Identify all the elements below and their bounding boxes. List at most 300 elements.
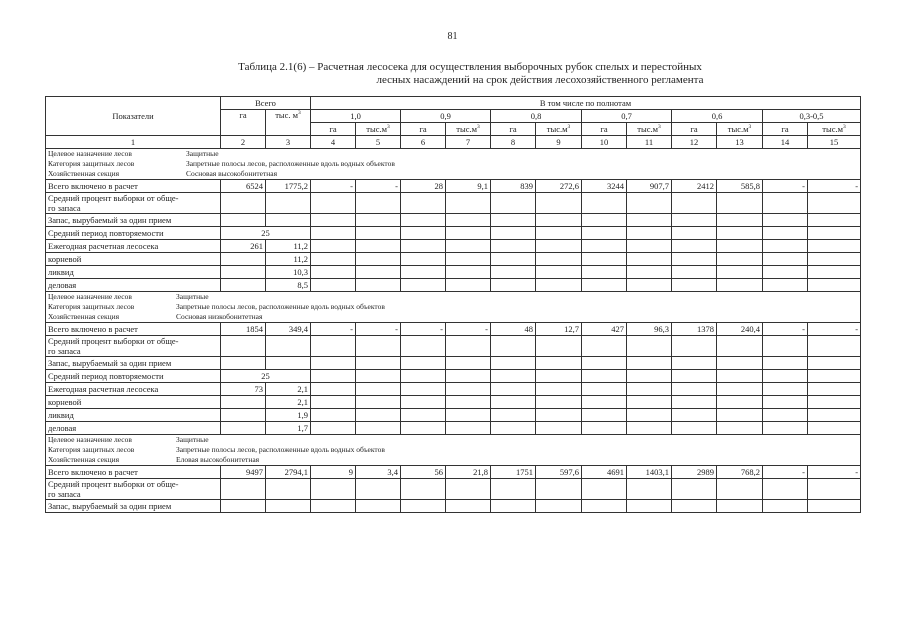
table-cell: -: [356, 323, 401, 336]
table-cell: 1854: [221, 323, 266, 336]
table-cell: [221, 266, 266, 279]
column-number: 2: [221, 136, 266, 149]
table-cell: -: [446, 323, 491, 336]
table-cell: [401, 240, 446, 253]
table-cell: [356, 279, 401, 292]
table-cell: [536, 279, 582, 292]
table-cell: [672, 479, 717, 500]
info-value: Сосновая высокобонитетная: [186, 169, 278, 178]
table-cell: 1,7: [266, 422, 311, 435]
table-cell: -: [311, 323, 356, 336]
table-cell: [221, 253, 266, 266]
table-cell: [808, 370, 861, 383]
table-cell: [446, 396, 491, 409]
info-value: Запретные полосы лесов, расположенные вдоль водных объектов: [186, 159, 395, 168]
table-cell: 9: [311, 466, 356, 479]
table-cell: [536, 253, 582, 266]
unit-text: тыс.м: [546, 124, 568, 134]
table-cell: [491, 396, 536, 409]
table-cell: [311, 279, 356, 292]
table-cell: 3244: [582, 180, 627, 193]
table-cell: [808, 253, 861, 266]
info-value: Защитные: [176, 435, 209, 444]
table-cell: [536, 266, 582, 279]
table-cell: [582, 279, 627, 292]
row-label: Всего включено в расчет: [46, 323, 221, 336]
table-cell: [491, 357, 536, 370]
table-cell: 9497: [221, 466, 266, 479]
table-cell: [446, 383, 491, 396]
column-number: 3: [266, 136, 311, 149]
column-number: 1: [46, 136, 221, 149]
table-cell: [401, 336, 446, 357]
table-cell: [717, 409, 763, 422]
table-cell: [221, 396, 266, 409]
table-cell: [311, 227, 356, 240]
table-row: [46, 336, 861, 357]
info-value: Еловая высокобонитетная: [176, 455, 260, 464]
header-unit-thous-m3: [627, 123, 672, 136]
table-cell: [717, 370, 763, 383]
table-cell: [808, 214, 861, 227]
table-cell: [536, 383, 582, 396]
table-cell: [627, 409, 672, 422]
table-cell: [356, 396, 401, 409]
table-cell: [763, 500, 808, 513]
table-cell: [356, 422, 401, 435]
info-value: Сосновая низкобонитетная: [176, 312, 263, 321]
table-row: [46, 500, 861, 513]
table-cell: [536, 357, 582, 370]
table-cell: [763, 422, 808, 435]
table-cell: [221, 214, 266, 227]
table-cell: 597,6: [536, 466, 582, 479]
table-cell: [717, 479, 763, 500]
table-cell: [356, 336, 401, 357]
info-line: [48, 455, 858, 465]
row-label: деловая: [46, 279, 221, 292]
row-label: Ежегодная расчетная лесосека: [46, 240, 221, 253]
table-cell: [536, 336, 582, 357]
table-cell: 1378: [672, 323, 717, 336]
row-label: деловая: [46, 422, 221, 435]
header-by-completeness: В том числе по полнотам: [311, 97, 861, 110]
unit-text: тыс.м: [456, 124, 477, 134]
info-line: [48, 292, 858, 302]
table-cell: [763, 479, 808, 500]
row-label: Всего включено в расчет: [46, 180, 221, 193]
table-cell: [763, 336, 808, 357]
table-row: [46, 479, 861, 500]
table-cell: [808, 240, 861, 253]
table-row: [46, 357, 861, 370]
table-cell: 2412: [672, 180, 717, 193]
table-cell: 2,1: [266, 396, 311, 409]
table-cell: [311, 193, 356, 214]
column-number: 6: [401, 136, 446, 149]
unit-sup: 3: [386, 124, 390, 131]
table-row: [46, 370, 861, 383]
info-key: Хозяйственная секция: [48, 455, 120, 464]
table-row: [46, 193, 861, 214]
table-cell: [536, 409, 582, 422]
section-info: [46, 149, 861, 180]
table-cell: [582, 253, 627, 266]
unit-text: тыс.м: [366, 124, 387, 134]
table-cell: [491, 383, 536, 396]
row-label: Средний период повторяемости: [46, 227, 221, 240]
table-cell: [491, 370, 536, 383]
table-cell: [266, 193, 311, 214]
section-info: [46, 292, 861, 323]
table-cell: 10,3: [266, 266, 311, 279]
table-cell: [356, 266, 401, 279]
table-cell: 8,5: [266, 279, 311, 292]
unit-text: тыс.м: [637, 124, 658, 134]
table-cell: [491, 266, 536, 279]
table-cell: [627, 336, 672, 357]
table-cell: [401, 193, 446, 214]
table-cell: [401, 214, 446, 227]
table-cell: 907,7: [627, 180, 672, 193]
column-number: 5: [356, 136, 401, 149]
row-label: Ежегодная расчетная лесосека: [46, 383, 221, 396]
table-cell: [401, 422, 446, 435]
info-value: Запретные полосы лесов, расположенные вдоль водных объектов: [176, 302, 385, 311]
info-line: [48, 312, 858, 322]
table-cell: [536, 193, 582, 214]
table-cell: [446, 479, 491, 500]
section-info-row: [46, 292, 861, 323]
table-cell: [401, 253, 446, 266]
table-cell: 96,3: [627, 323, 672, 336]
table-cell: 2989: [672, 466, 717, 479]
table-cell: [627, 279, 672, 292]
table-cell: 427: [582, 323, 627, 336]
row-label: [46, 479, 221, 500]
header-unit-thous-m3: [808, 123, 861, 136]
table-row: [46, 227, 861, 240]
table-cell: [672, 240, 717, 253]
table-cell: [446, 422, 491, 435]
table-cell: [627, 357, 672, 370]
header-completeness-2: 0,9: [401, 110, 491, 123]
table-cell: [311, 500, 356, 513]
table-cell: 768,2: [717, 466, 763, 479]
header-total-ha: га: [221, 110, 266, 136]
row-label: Средний период повторяемости: [46, 370, 221, 383]
table-cell: [401, 370, 446, 383]
table-cell: [401, 396, 446, 409]
table-cell: [536, 479, 582, 500]
table-row: [46, 466, 861, 479]
section-info: [46, 435, 861, 466]
table-cell: [266, 336, 311, 357]
table-cell: [627, 396, 672, 409]
header-unit-thous-m3: [536, 123, 582, 136]
table-cell: [446, 370, 491, 383]
table-cell: 1403,1: [627, 466, 672, 479]
table-cell: 272,6: [536, 180, 582, 193]
table-row: [46, 253, 861, 266]
info-key: Целевое назначение лесов: [48, 149, 132, 158]
table-row: [46, 396, 861, 409]
table-cell: -: [763, 323, 808, 336]
table-cell: [627, 479, 672, 500]
table-cell: 2,1: [266, 383, 311, 396]
table-cell: [311, 409, 356, 422]
header-unit-ha: га: [582, 123, 627, 136]
table-cell: -: [808, 323, 861, 336]
table-cell: [717, 193, 763, 214]
column-number: 13: [717, 136, 763, 149]
header-completeness-4: 0,7: [582, 110, 672, 123]
table-cell: [763, 396, 808, 409]
table-cell: [221, 279, 266, 292]
header-unit-ha: га: [311, 123, 356, 136]
table-cell: [356, 479, 401, 500]
table-cell: [491, 214, 536, 227]
table-cell: [221, 409, 266, 422]
row-label: Запас, вырубаемый за один прием: [46, 500, 221, 513]
table-cell: -: [763, 180, 808, 193]
table-cell: [672, 422, 717, 435]
column-number: 11: [627, 136, 672, 149]
table-cell: [808, 396, 861, 409]
table-cell: [401, 383, 446, 396]
row-label-line: го запаса: [48, 489, 81, 499]
table-cell: [808, 357, 861, 370]
column-number: 12: [672, 136, 717, 149]
table-cell: [582, 500, 627, 513]
table-cell: [311, 253, 356, 266]
info-line: [48, 435, 858, 445]
table-cell: [311, 214, 356, 227]
table-cell: [356, 383, 401, 396]
table-cell: [536, 370, 582, 383]
table-cell: [446, 266, 491, 279]
table-cell: [672, 370, 717, 383]
table-cell: [672, 266, 717, 279]
table-cell: [356, 193, 401, 214]
table-cell: [491, 422, 536, 435]
table-cell: -: [311, 180, 356, 193]
table-cell: [717, 357, 763, 370]
unit-sup: 3: [567, 124, 571, 131]
table-cell: [763, 240, 808, 253]
table-cell: [627, 240, 672, 253]
section-info-row: [46, 149, 861, 180]
table-cell: [491, 279, 536, 292]
table-row: [46, 323, 861, 336]
table-cell: [582, 214, 627, 227]
table-cell: [808, 266, 861, 279]
table-cell: [672, 357, 717, 370]
table-cell: -: [808, 466, 861, 479]
table-cell: 6524: [221, 180, 266, 193]
section-info-row: [46, 435, 861, 466]
table-cell: [717, 253, 763, 266]
table-cell: [672, 193, 717, 214]
table-cell: [356, 253, 401, 266]
table-cell: 261: [221, 240, 266, 253]
table-cell: [446, 214, 491, 227]
table-cell: [717, 279, 763, 292]
table-cell: [717, 383, 763, 396]
table-cell: [401, 409, 446, 422]
table-cell: [401, 500, 446, 513]
column-number: 9: [536, 136, 582, 149]
table-cell: [763, 214, 808, 227]
table-cell: 1775,2: [266, 180, 311, 193]
table-cell: [763, 383, 808, 396]
row-label: [46, 336, 221, 357]
table-cell: [401, 357, 446, 370]
table-row: [46, 422, 861, 435]
header-indicators: Показатели: [46, 97, 221, 136]
table-cell: [446, 357, 491, 370]
table-cell: [311, 336, 356, 357]
row-label: Запас, вырубаемый за один прием: [46, 357, 221, 370]
row-label: ликвид: [46, 409, 221, 422]
table-cell: [808, 500, 861, 513]
table-cell: [717, 422, 763, 435]
unit-sup: 3: [843, 124, 846, 131]
table-cell: [582, 422, 627, 435]
table-cell: [221, 422, 266, 435]
table-cell: [672, 279, 717, 292]
table-cell: [356, 409, 401, 422]
table-cell: [763, 409, 808, 422]
table-cell: [808, 336, 861, 357]
row-label: ликвид: [46, 266, 221, 279]
table-cell: [582, 479, 627, 500]
info-line: [48, 169, 858, 179]
table-cell: [808, 193, 861, 214]
unit-sup: 3: [748, 124, 752, 131]
table-cell: [356, 370, 401, 383]
table-cell: [446, 227, 491, 240]
table-cell: [446, 500, 491, 513]
table-cell: [311, 383, 356, 396]
table-cell: [491, 336, 536, 357]
table-cell: [221, 193, 266, 214]
table-cell: [808, 383, 861, 396]
info-line: [48, 445, 858, 455]
table-cell: [266, 479, 311, 500]
header-total: Всего: [221, 97, 311, 110]
table-cell: [717, 266, 763, 279]
row-label-line: го запаса: [48, 346, 81, 356]
table-cell: [491, 227, 536, 240]
table-cell: [672, 396, 717, 409]
header-unit-thous-m3: [356, 123, 401, 136]
table-cell: [763, 370, 808, 383]
table-cell: [401, 266, 446, 279]
info-key: Целевое назначение лесов: [48, 435, 132, 444]
table-cell: [582, 227, 627, 240]
table-cell: [582, 357, 627, 370]
table-cell: [582, 396, 627, 409]
table-cell: 839: [491, 180, 536, 193]
table-cell: [763, 253, 808, 266]
table-row: [46, 240, 861, 253]
header-unit-ha: га: [491, 123, 536, 136]
table-cell: 1751: [491, 466, 536, 479]
table-cell: [446, 240, 491, 253]
table-cell: 73: [221, 383, 266, 396]
table-cell: [536, 240, 582, 253]
table-cell: 21,8: [446, 466, 491, 479]
title-line-1: Таблица 2.1(6) – Расчетная лесосека для осуществления выборочных рубок спелых и перестойных: [238, 61, 702, 73]
table-cell: [356, 227, 401, 240]
table-cell: 28: [401, 180, 446, 193]
header-unit-ha: га: [763, 123, 808, 136]
table-cell: [627, 253, 672, 266]
table-cell: [401, 227, 446, 240]
table-cell: [311, 422, 356, 435]
header-unit-ha: га: [672, 123, 717, 136]
row-label: Всего включено в расчет: [46, 466, 221, 479]
table-cell: 9,1: [446, 180, 491, 193]
table-cell: 11,2: [266, 240, 311, 253]
table-row: [46, 266, 861, 279]
table-cell: [582, 193, 627, 214]
table-cell: 1,9: [266, 409, 311, 422]
row-label-line: Средний процент выборки от обще-: [48, 336, 179, 346]
table-cell: 240,4: [717, 323, 763, 336]
table-cell: [627, 383, 672, 396]
table-cell: [582, 370, 627, 383]
table-cell: [627, 266, 672, 279]
column-number-row: [46, 136, 861, 149]
table-cell: [672, 409, 717, 422]
table-cell: [582, 240, 627, 253]
info-key: Целевое назначение лесов: [48, 292, 132, 301]
info-key: Категория защитных лесов: [48, 445, 135, 454]
table-cell: [221, 500, 266, 513]
info-key: Категория защитных лесов: [48, 159, 135, 168]
header-unit-ha: га: [401, 123, 446, 136]
table-cell: 2794,1: [266, 466, 311, 479]
info-value: Защитные: [186, 149, 219, 158]
table-cell: -: [808, 180, 861, 193]
table-cell: [717, 227, 763, 240]
column-number: 4: [311, 136, 356, 149]
row-label: Запас, вырубаемый за один прием: [46, 214, 221, 227]
table-cell: [717, 336, 763, 357]
table-cell: [717, 396, 763, 409]
table-cell: -: [763, 466, 808, 479]
table-cell: [672, 383, 717, 396]
table-cell: [672, 336, 717, 357]
row-label: корневой: [46, 253, 221, 266]
unit-text: тыс. м: [275, 110, 299, 120]
table-cell: [446, 253, 491, 266]
table-cell: 349,4: [266, 323, 311, 336]
estimated-cutting-area-table: [45, 96, 861, 513]
table-cell: [446, 193, 491, 214]
table-cell: [763, 193, 808, 214]
unit-sup: 3: [657, 124, 661, 131]
table-cell: [536, 500, 582, 513]
table-cell: [491, 253, 536, 266]
table-cell: 11,2: [266, 253, 311, 266]
table-cell: [582, 383, 627, 396]
table-cell: [311, 266, 356, 279]
table-cell: [536, 214, 582, 227]
period-value: 25: [221, 227, 311, 240]
